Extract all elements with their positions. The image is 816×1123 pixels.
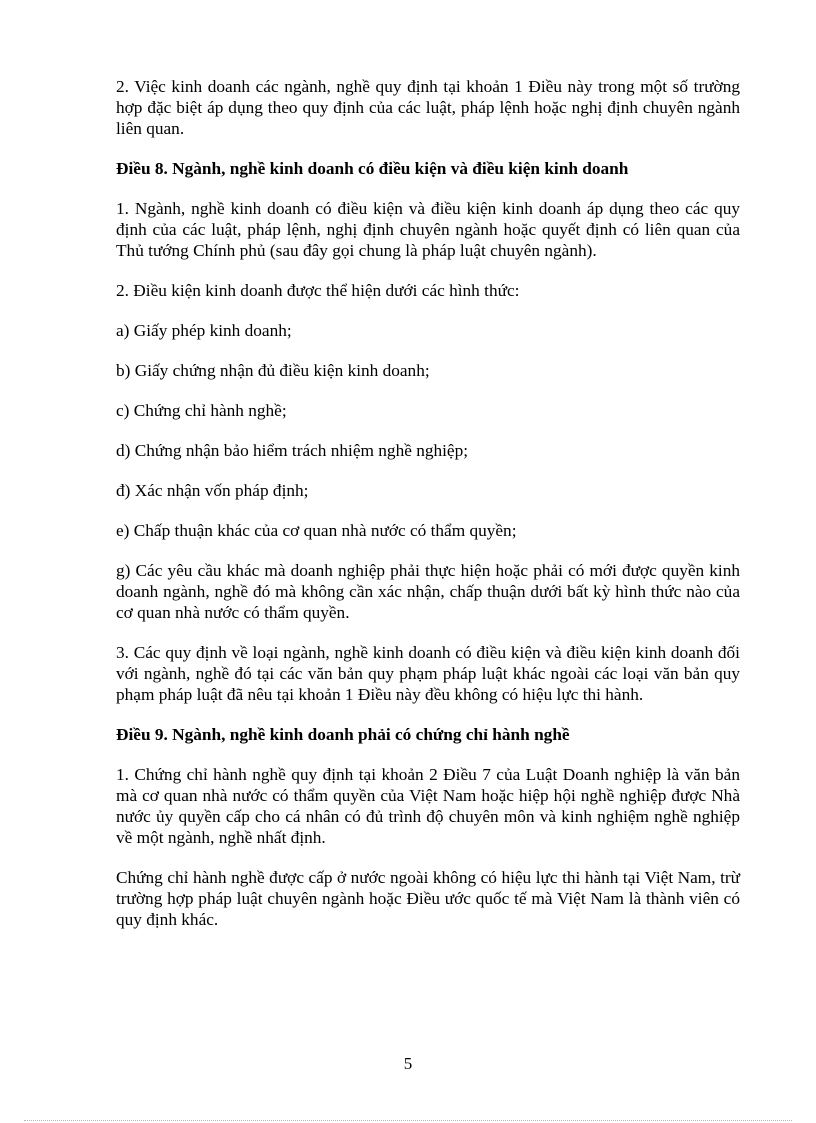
- article8-item-c: c) Chứng chỉ hành nghề;: [116, 401, 287, 420]
- article8-heading: Điều 8. Ngành, nghề kinh doanh có điều kiện và điều kiện kinh doanh: [116, 159, 629, 178]
- article9-clause1-continued: Chứng chỉ hành nghề được cấp ở nước ngoài không có hiệu lực thi hành tại Việt Nam, trừ trường hợp pháp luật chuyên ngành hoặc Điều ước quốc tế mà Việt Nam là thành viên có quy định khác.: [116, 868, 740, 929]
- article8-item-b: b) Giấy chứng nhận đủ điều kiện kinh doanh;: [116, 361, 430, 380]
- article8-item-e: e) Chấp thuận khác của cơ quan nhà nước có thẩm quyền;: [116, 521, 517, 540]
- article8-item-dd: đ) Xác nhận vốn pháp định;: [116, 481, 309, 500]
- page-bottom-divider: [24, 1120, 792, 1121]
- article8-item-a: a) Giấy phép kinh doanh;: [116, 321, 292, 340]
- article9-clause1: 1. Chứng chỉ hành nghề quy định tại khoản 2 Điều 7 của Luật Doanh nghiệp là văn bản mà cơ quan nhà nước có thẩm quyền của Việt Nam hoặc hiệp hội nghề nghiệp được Nhà nước ủy quyền cấp cho cá nhân có đủ trình độ chuyên môn và kinh nghiệm nghề nghiệp về một ngành, nghề nhất định.: [116, 765, 740, 847]
- article8-item-d: d) Chứng nhận bảo hiểm trách nhiệm nghề nghiệp;: [116, 441, 469, 460]
- article8-clause2: 2. Điều kiện kinh doanh được thể hiện dưới các hình thức:: [116, 281, 520, 300]
- article8-item-g: g) Các yêu cầu khác mà doanh nghiệp phải thực hiện hoặc phải có mới được quyền kinh doanh ngành, nghề đó mà không cần xác nhận, chấp thuận dưới bất kỳ hình thức nào của cơ quan nhà nước có thẩm quyền.: [116, 561, 740, 622]
- article7-clause2: 2. Việc kinh doanh các ngành, nghề quy định tại khoản 1 Điều này trong một số trường hợp đặc biệt áp dụng theo quy định của các luật, pháp lệnh hoặc nghị định chuyên ngành liên quan.: [116, 77, 740, 138]
- article8-clause1: 1. Ngành, nghề kinh doanh có điều kiện và điều kiện kinh doanh áp dụng theo các quy định của các luật, pháp lệnh, nghị định chuyên ngành hoặc quyết định có liên quan của Thủ tướng Chính phủ (sau đây gọi chung là pháp luật chuyên ngành).: [116, 199, 740, 260]
- document-page: [116, 76, 740, 949]
- page-number: 5: [403, 1054, 413, 1073]
- article8-clause3: 3. Các quy định về loại ngành, nghề kinh doanh có điều kiện và điều kiện kinh doanh đối với ngành, nghề đó tại các văn bản quy phạm pháp luật khác ngoài các loại văn bản quy phạm pháp luật đã nêu tại khoản 1 Điều này đều không có hiệu lực thi hành.: [116, 643, 740, 704]
- article9-heading: Điều 9. Ngành, nghề kinh doanh phải có chứng chỉ hành nghề: [116, 725, 570, 744]
